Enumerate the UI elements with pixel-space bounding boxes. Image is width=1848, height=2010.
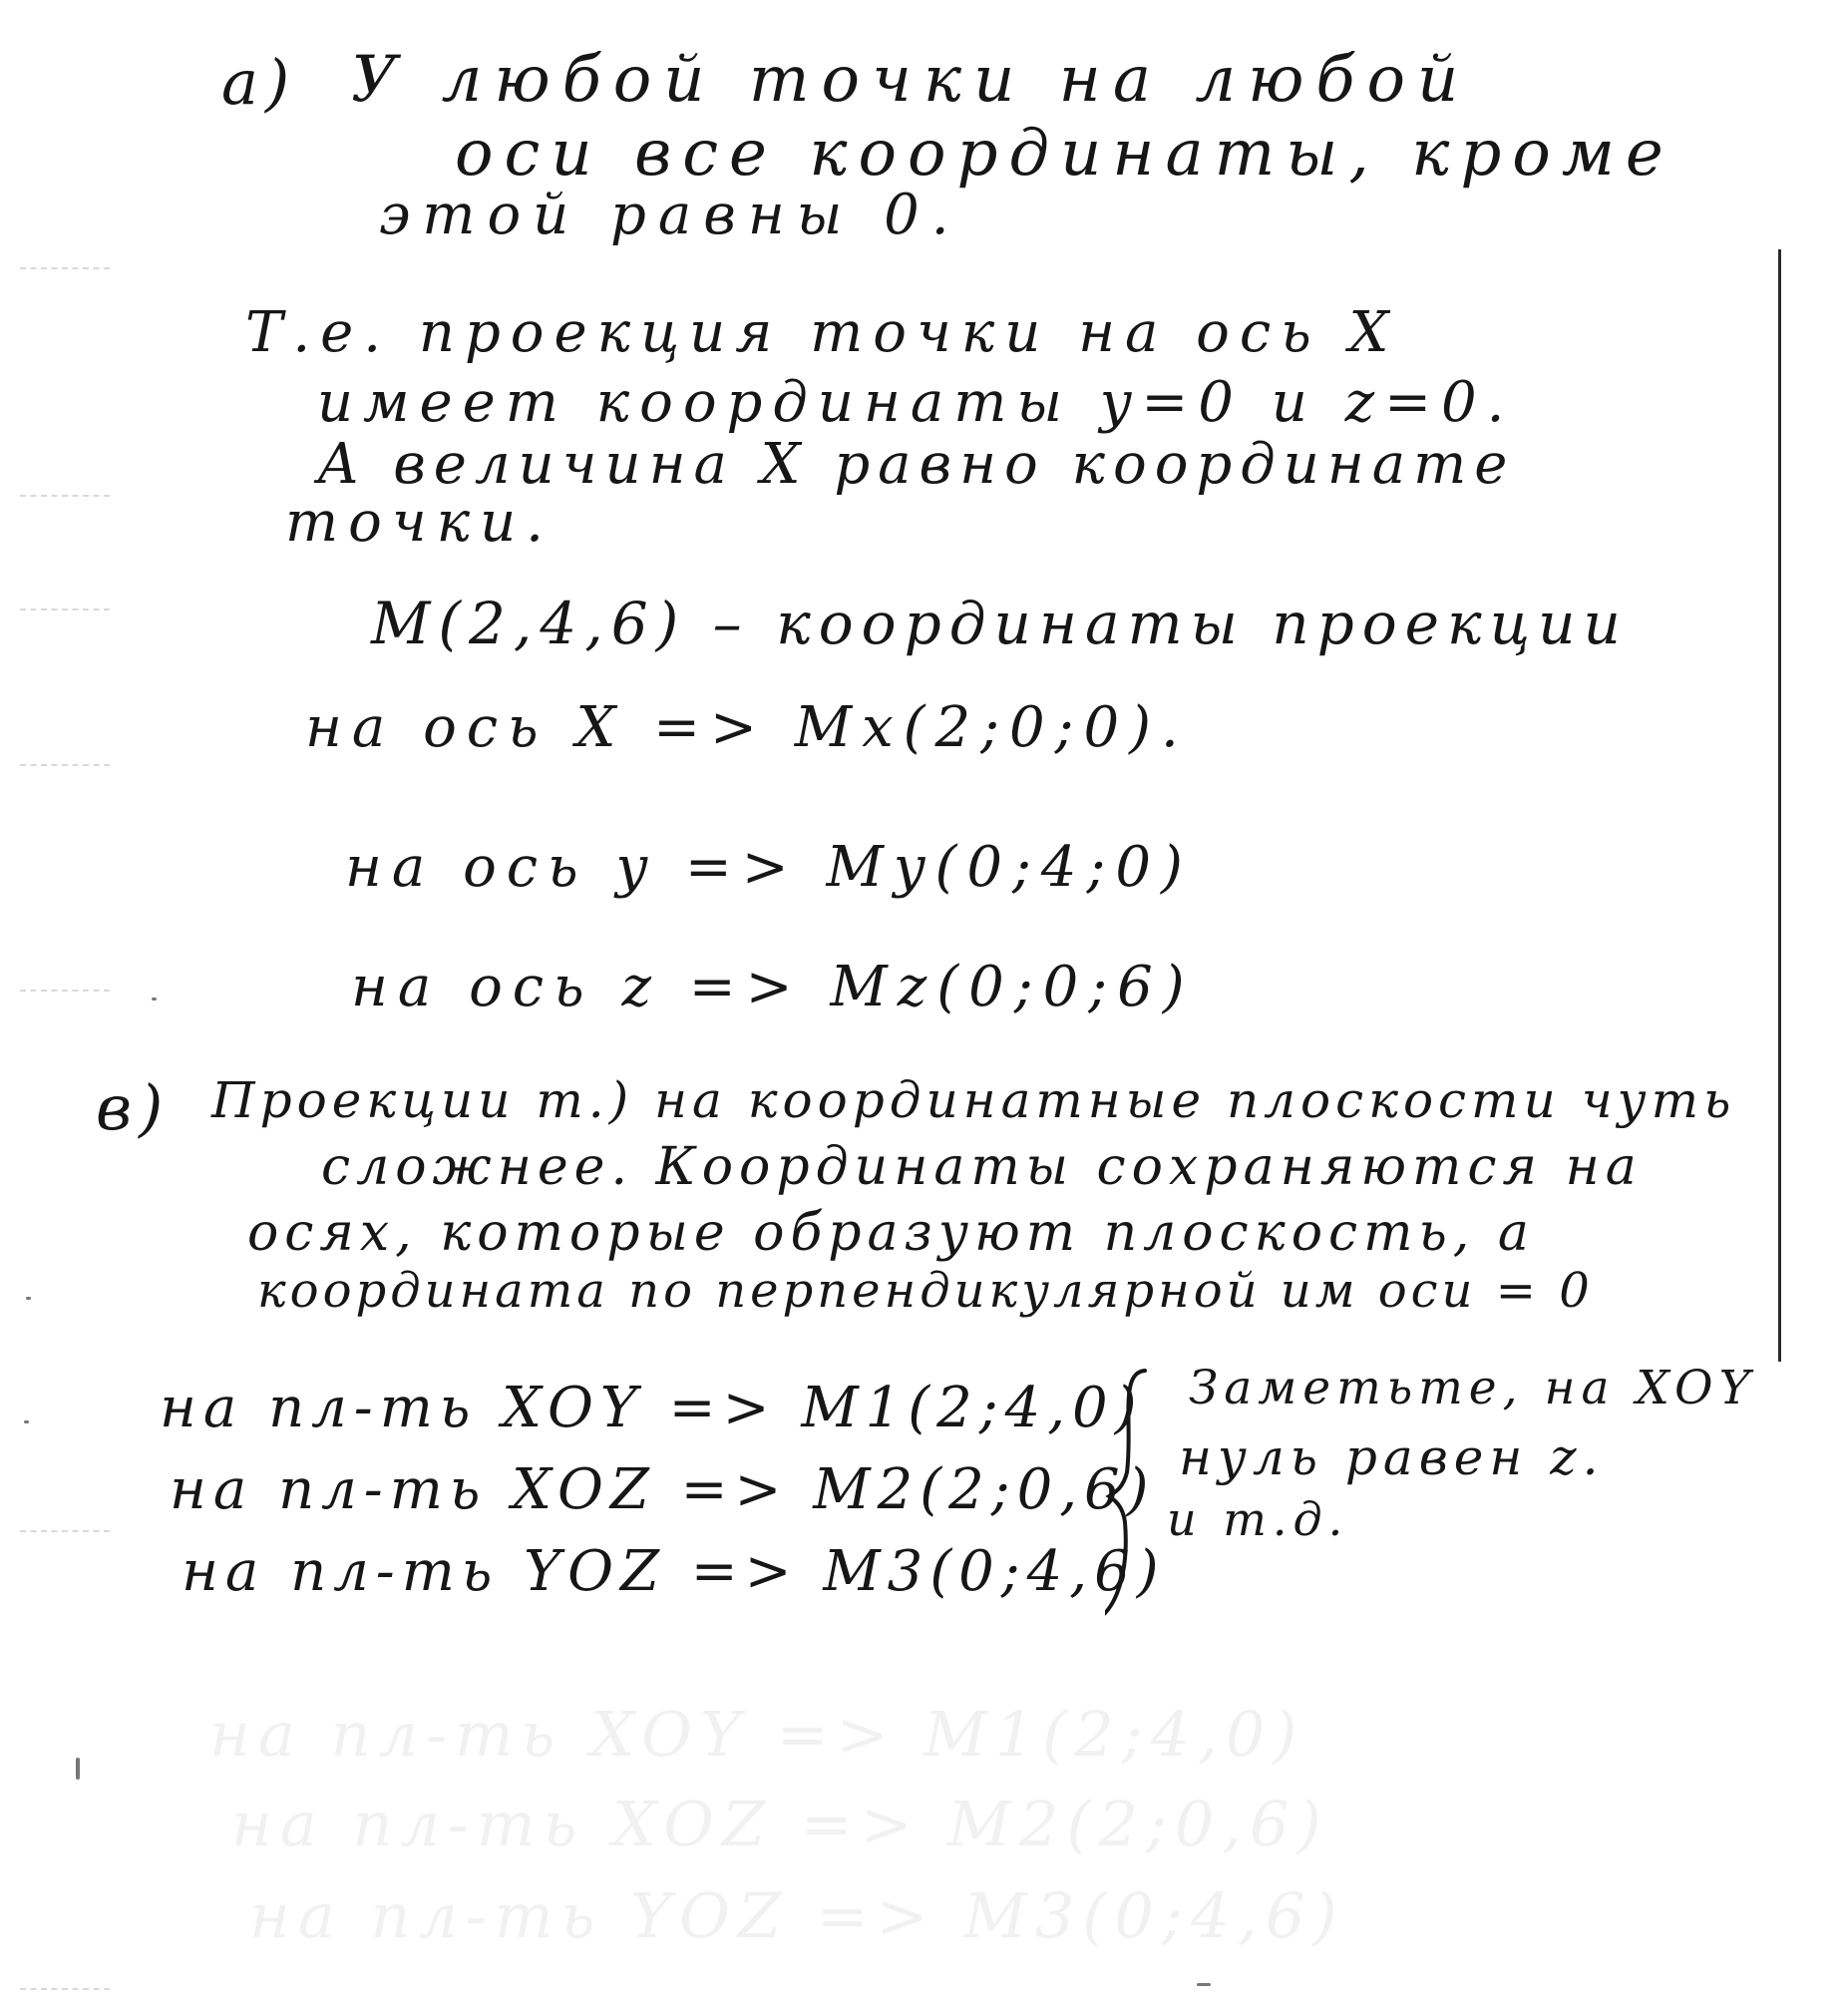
margin-dash (20, 1988, 110, 1990)
curly-brace (1105, 1365, 1165, 1626)
projection-on-x: на ось X => Mx(2;0;0). (305, 695, 1189, 760)
projection-on-xoy: на пл-ть XOY => M1(2;4,0) (160, 1376, 1144, 1440)
margin-dash (20, 1530, 110, 1532)
part-b-line-2: сложнее. Координаты сохраняются на (321, 1137, 1643, 1197)
margin-dash (20, 495, 110, 497)
scan-speck (152, 998, 157, 1001)
explanation-line-4: точки. (285, 490, 554, 555)
part-a-line-1: У любой точки на любой (351, 43, 1471, 117)
margin-dash (20, 608, 110, 610)
explanation-line-3: А величина X равно координате (317, 432, 1516, 497)
explanation-line-1: Т.е. проекция точки на ось X (245, 300, 1399, 365)
page-edge-line (1778, 249, 1781, 1362)
scan-speck (76, 1758, 80, 1780)
bleed-through-line: на пл-ть YOZ => M3(0;4,6) (249, 1879, 1345, 1952)
part-a-label: a) (221, 46, 297, 119)
explanation-line-2: имеет координаты y=0 и z=0. (317, 370, 1515, 435)
scan-speck (24, 1420, 29, 1423)
point-m-line: M(2,4,6) – координаты проекции (371, 590, 1629, 657)
projection-on-z: на ось z => Mz(0;0;6) (351, 955, 1195, 1019)
bleed-through-line: на пл-ть XOZ => M2(2;0,6) (231, 1788, 1329, 1860)
scan-speck (26, 1297, 31, 1300)
projection-on-yoz: на пл-ть YOZ => M3(0;4,6) (182, 1539, 1166, 1604)
projection-on-y: на ось y => My(0;4;0) (345, 835, 1193, 900)
note-line-3: и т.д. (1167, 1492, 1349, 1546)
part-a-line-2: оси все координаты, кроме (455, 117, 1674, 191)
part-b-line-3: осях, которые образуют плоскость, а (247, 1203, 1535, 1263)
margin-dash (20, 764, 110, 766)
note-line-2: нуль равен z. (1179, 1428, 1605, 1486)
part-b-line-4: координата по перпендикулярной им оси = 0 (257, 1263, 1594, 1319)
bleed-through-line: на пл-ть XOY => M1(2;4,0) (209, 1698, 1305, 1771)
margin-dash (20, 990, 110, 992)
part-b-line-1: Проекции т.) на координатные плоскости чуть (211, 1071, 1736, 1129)
note-line-1: Заметьте, на XOY (1189, 1361, 1756, 1415)
scan-speck (1197, 1983, 1211, 1986)
part-a-line-3: этой равны 0. (379, 183, 961, 247)
projection-on-xoz: на пл-ть XOZ => M2(2;0,6) (170, 1457, 1156, 1522)
margin-dash (20, 267, 110, 269)
part-b-label: в) (96, 1071, 171, 1144)
